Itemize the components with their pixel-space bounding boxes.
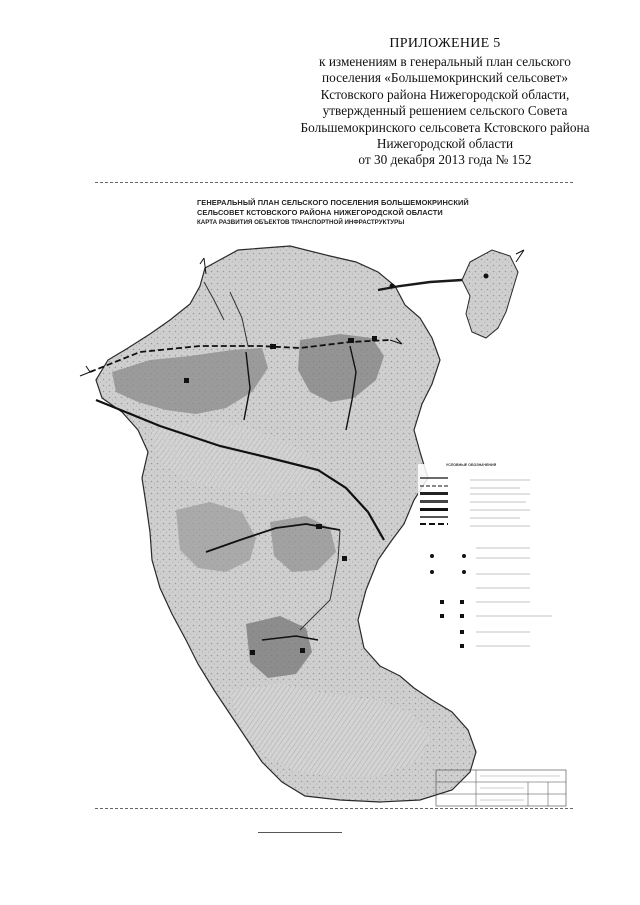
ne-enclave	[462, 250, 518, 338]
bottom-separator	[258, 832, 342, 833]
map-title-line: ГЕНЕРАЛЬНЫЙ ПЛАН СЕЛЬСКОГО ПОСЕЛЕНИЯ БОЛЬШЕМОКРИНСКИЙ	[197, 198, 469, 207]
road-node	[390, 284, 395, 289]
legend-title: УСЛОВНЫЕ ОБОЗНАЧЕНИЯ	[446, 463, 497, 467]
map-title-line: СЕЛЬСОВЕТ КСТОВСКОГО РАЙОНА НИЖЕГОРОДСКОЙ ОБЛАСТИ	[197, 208, 443, 217]
transport-object	[316, 524, 322, 529]
road-exit-arrow	[80, 366, 90, 376]
transport-object	[270, 344, 276, 349]
header-line: Большемокринского сельсовета Кстовского района	[300, 119, 590, 135]
header-line: поселения «Большемокринский сельсовет»	[322, 70, 568, 86]
header-line: от 30 декабря 2013 года № 152	[358, 152, 532, 168]
transport-object	[342, 556, 347, 561]
transport-object	[372, 336, 377, 341]
transport-object	[300, 648, 305, 653]
map-legend	[418, 464, 570, 650]
transport-object	[250, 650, 255, 655]
header-line: Нижегородской области	[376, 136, 514, 152]
appendix-number: ПРИЛОЖЕНИЕ 5	[389, 36, 501, 51]
header-line: Кстовского района Нижегородской области,	[320, 86, 570, 102]
road-exit-arrow	[516, 250, 524, 262]
transport-object	[184, 378, 189, 383]
road-node	[484, 274, 489, 279]
header-line: к изменениям в генеральный план сельского	[319, 54, 571, 69]
map-subtitle: КАРТА РАЗВИТИЯ ОБЪЕКТОВ ТРАНСПОРТНОЙ ИНФРАСТРУКТУРЫ	[197, 219, 405, 226]
header-line: утвержденный решением сельского Совета	[322, 103, 568, 119]
transport-object	[348, 338, 354, 343]
